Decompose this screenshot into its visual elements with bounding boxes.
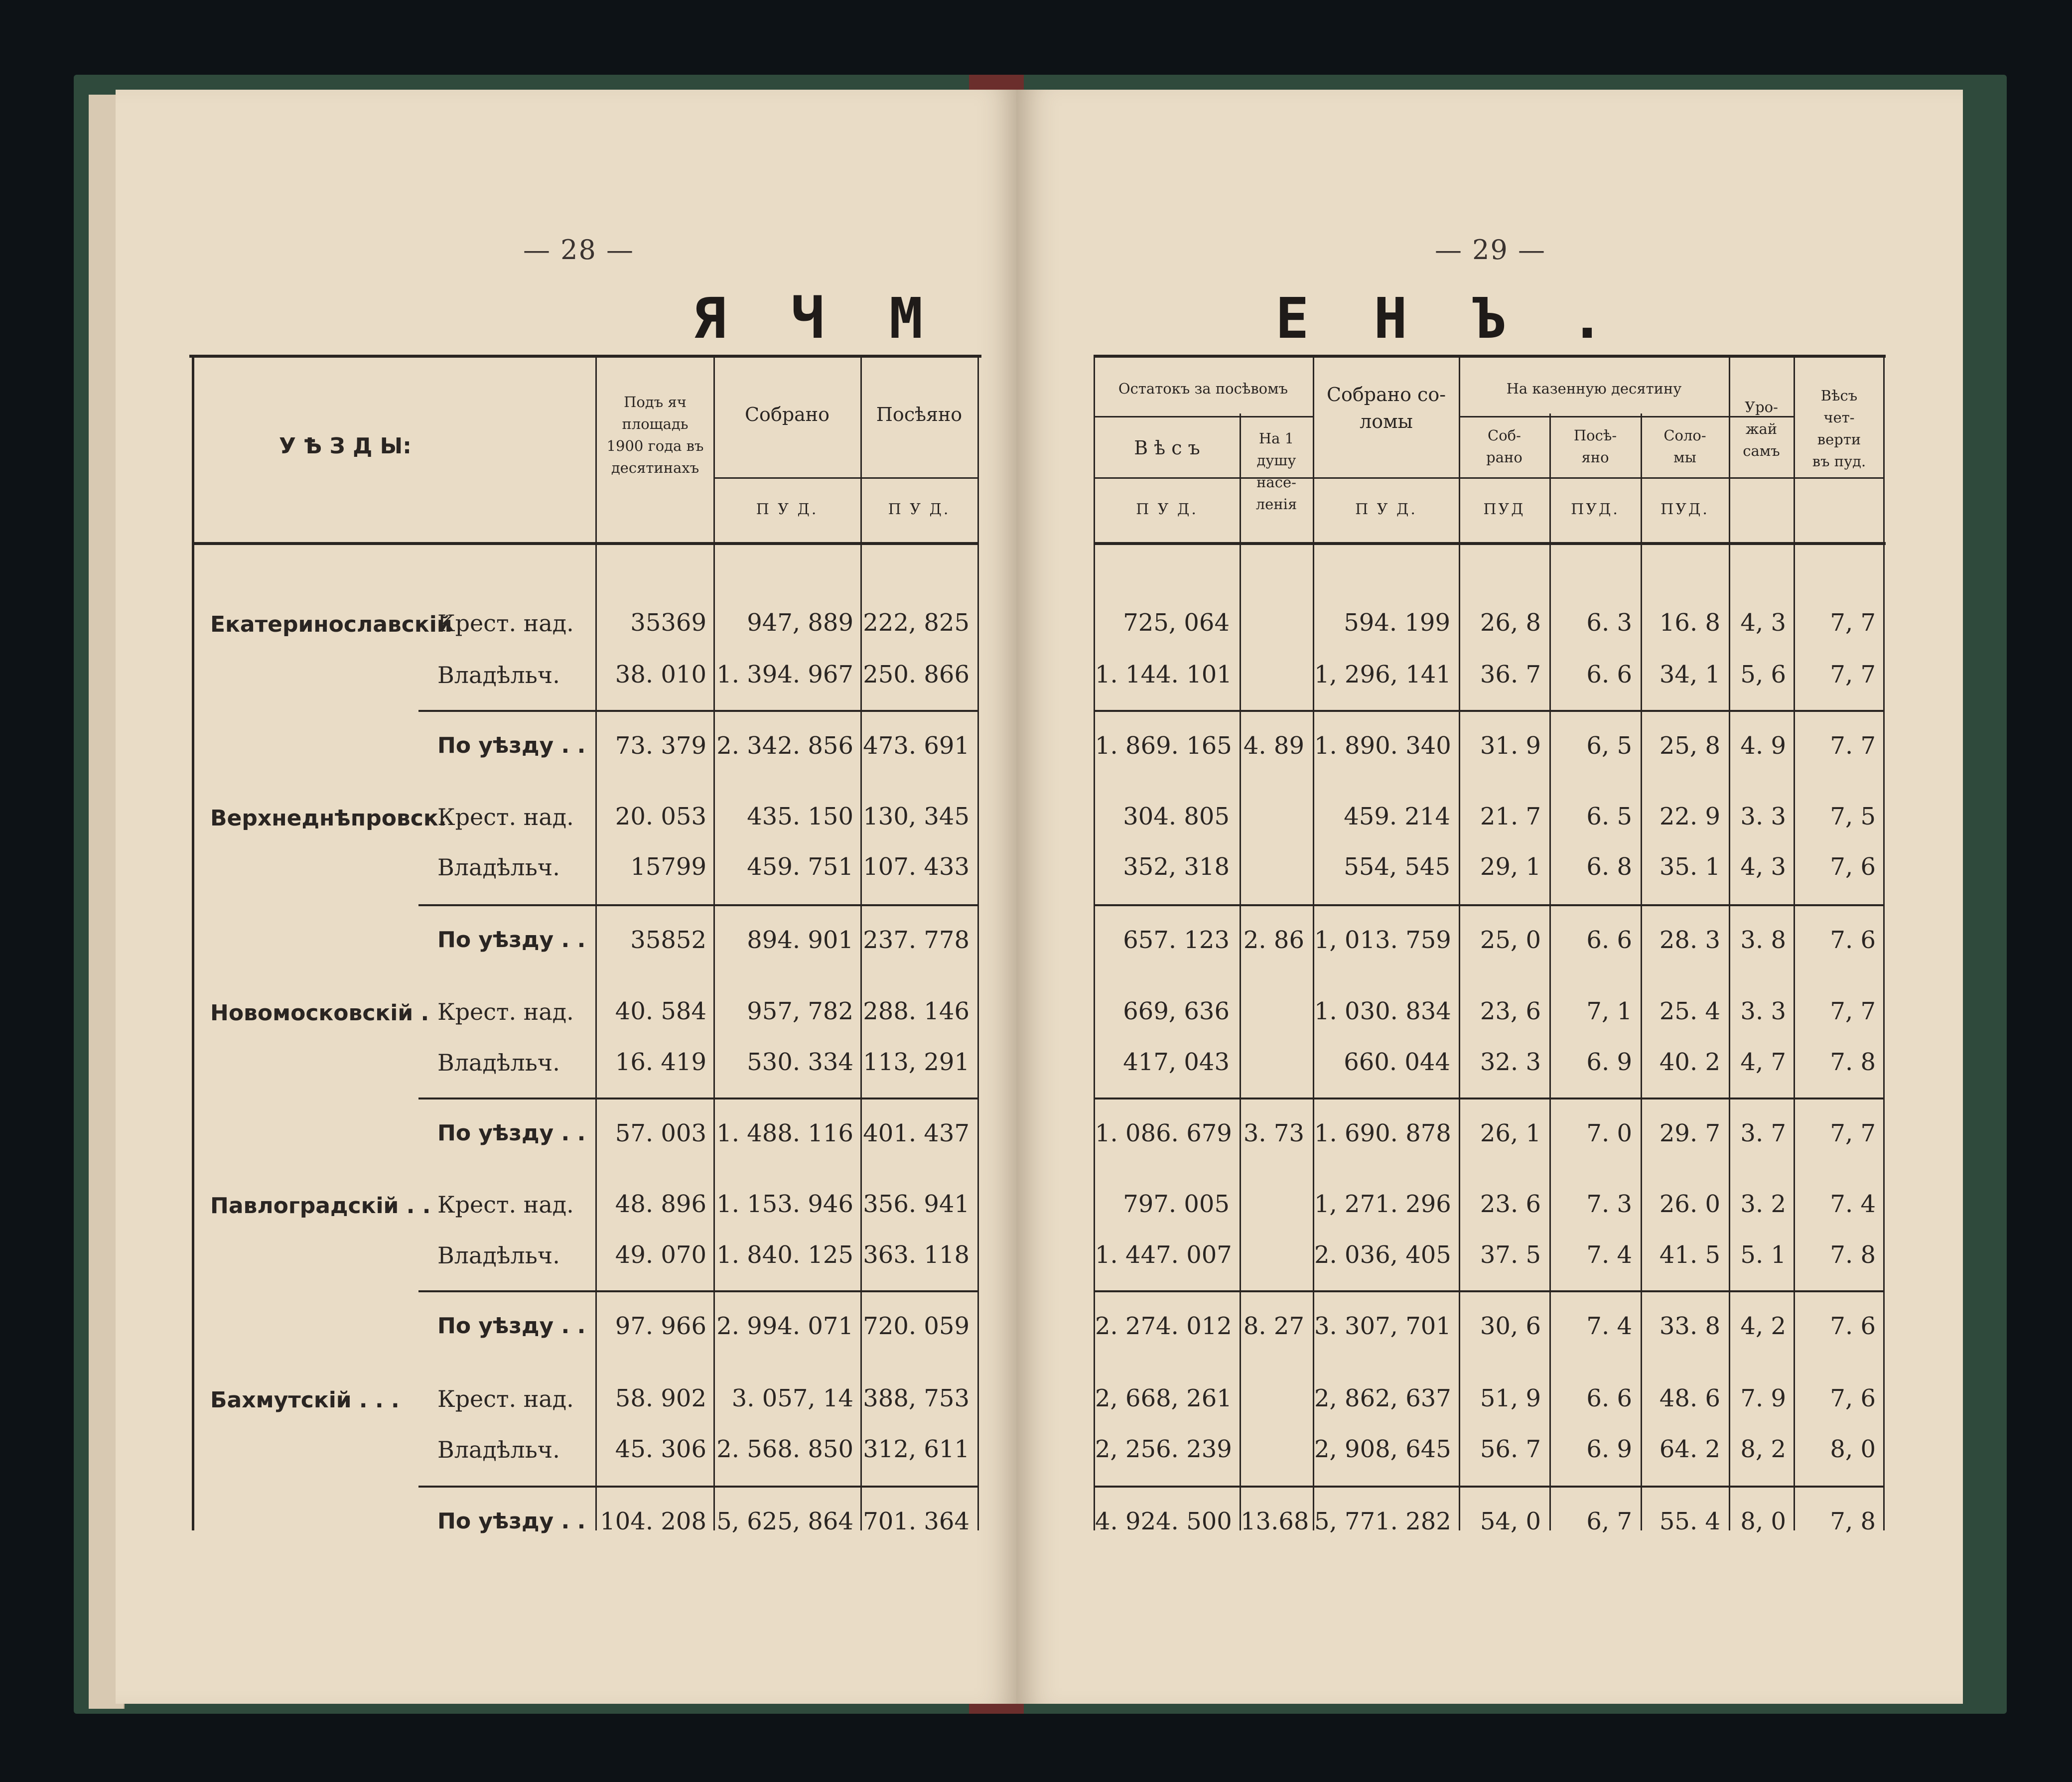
header-yield-line: жай — [1745, 420, 1778, 437]
cell-wq: 7, 5 — [1830, 803, 1876, 830]
cell-yield: 8, 2 — [1740, 1435, 1786, 1463]
table-top-rule-right — [1094, 355, 1886, 358]
cell-collected: 894. 901 — [747, 926, 853, 954]
total-rule-right — [1094, 1486, 1883, 1488]
cell-yield: 3. 7 — [1740, 1119, 1786, 1147]
page-number-right: — 29 — — [1435, 234, 1546, 266]
cell-collected: 2. 994. 071 — [716, 1312, 853, 1340]
cell-sown: 130, 345 — [863, 803, 969, 830]
cell-yield: 7. 9 — [1740, 1384, 1786, 1412]
total-rule-right — [1094, 1290, 1883, 1292]
cell-wq: 7, 8 — [1830, 1508, 1876, 1535]
cell-straw: 3. 307, 701 — [1314, 1312, 1451, 1340]
cell-d_sown: 7. 0 — [1586, 1119, 1632, 1147]
cell-rem: 1. 869. 165 — [1095, 732, 1232, 760]
cell-d_col: 54, 0 — [1480, 1508, 1541, 1535]
cell-yield: 4. 9 — [1740, 732, 1786, 760]
cell-d_straw: 48. 6 — [1659, 1384, 1720, 1412]
cell-d_col: 23, 6 — [1480, 997, 1541, 1025]
header-bottom-rule-right — [1094, 542, 1886, 545]
cell-collected: 530. 334 — [747, 1048, 853, 1076]
cell-percap: 8. 27 — [1243, 1312, 1304, 1340]
cell-collected: 1. 488. 116 — [716, 1119, 853, 1147]
cell-straw: 1. 890. 340 — [1314, 732, 1451, 760]
cell-percap: 3. 73 — [1243, 1119, 1304, 1147]
cell-collected: 5, 625, 864 — [716, 1508, 853, 1535]
unit-rule — [713, 477, 977, 479]
owner-category: Крест. над. — [437, 998, 574, 1025]
owner-category: Владѣльч. — [437, 662, 560, 688]
cell-d_col: 30, 6 — [1480, 1312, 1541, 1340]
cell-wq: 7, 6 — [1830, 1384, 1876, 1412]
cell-d_straw: 33. 8 — [1659, 1312, 1720, 1340]
total-rule — [418, 710, 979, 712]
district-name: Екатеринославскій — [210, 612, 452, 637]
cell-d_sown: 7. 4 — [1586, 1312, 1632, 1340]
cell-yield: 5. 1 — [1740, 1241, 1786, 1269]
cell-area: 104. 208 — [600, 1508, 706, 1535]
total-rule — [418, 904, 979, 906]
cell-d_straw: 35. 1 — [1659, 853, 1720, 881]
cell-collected: 435. 150 — [747, 803, 853, 830]
owner-category: Владѣльч. — [437, 1436, 560, 1463]
cell-d_straw: 22. 9 — [1659, 803, 1720, 830]
cell-yield: 3. 3 — [1740, 997, 1786, 1025]
header-sub-straw — [1643, 424, 1727, 468]
table-top-rule — [189, 355, 981, 358]
cell-d_col: 31. 9 — [1480, 732, 1541, 760]
cell-area: 15799 — [630, 853, 706, 881]
header-sub-straw-line: Соло- — [1663, 427, 1706, 444]
owner-category: Владѣльч. — [437, 1049, 560, 1076]
unit-weight: П У Д. — [1136, 501, 1198, 518]
total-rule-right — [1094, 1097, 1883, 1099]
total-rule — [418, 1290, 979, 1292]
header-area — [598, 391, 712, 479]
cell-straw: 1. 030. 834 — [1314, 997, 1451, 1025]
header-area-line: десятинахъ — [611, 459, 699, 476]
cell-sown: 288. 146 — [863, 997, 969, 1025]
title-right-part: ЕНЪ. — [1275, 286, 1669, 351]
cell-collected: 1. 840. 125 — [716, 1241, 853, 1269]
header-per-capita-line: ленія — [1255, 496, 1297, 513]
cell-d_col: 23. 6 — [1480, 1190, 1541, 1218]
cell-yield: 3. 8 — [1740, 926, 1786, 954]
cell-d_sown: 6, 7 — [1586, 1508, 1632, 1535]
district-total-label: По уѣзду . . — [437, 1120, 586, 1146]
cell-wq: 7, 7 — [1830, 997, 1876, 1025]
cell-d_sown: 6. 6 — [1586, 926, 1632, 954]
cell-wq: 7. 7 — [1830, 732, 1876, 760]
cell-d_sown: 6. 5 — [1586, 803, 1632, 830]
cell-d_straw: 29. 7 — [1659, 1119, 1720, 1147]
header-sub-collected — [1461, 424, 1548, 468]
cell-area: 57. 003 — [615, 1119, 706, 1147]
cell-collected: 2. 342. 856 — [716, 732, 853, 760]
cell-rem: 1. 447. 007 — [1095, 1241, 1232, 1269]
cell-sown: 107. 433 — [863, 853, 969, 881]
cell-d_col: 25, 0 — [1480, 926, 1541, 954]
cell-wq: 7. 8 — [1830, 1048, 1876, 1076]
district-total-label: По уѣзду . . — [437, 1508, 586, 1534]
cell-sown: 237. 778 — [863, 926, 969, 954]
cell-yield: 3. 2 — [1740, 1190, 1786, 1218]
cell-wq: 7, 7 — [1830, 609, 1876, 637]
cell-d_col: 51, 9 — [1480, 1384, 1541, 1412]
cell-area: 73. 379 — [615, 732, 706, 760]
cell-sown: 312, 611 — [863, 1435, 969, 1463]
cell-d_col: 32. 3 — [1480, 1048, 1541, 1076]
header-weight: В ѣ с ъ — [1134, 437, 1200, 459]
cell-d_col: 56. 7 — [1480, 1435, 1541, 1463]
owner-category: Крест. над. — [437, 804, 574, 830]
cell-area: 35369 — [630, 609, 706, 637]
cell-rem: 669, 636 — [1123, 997, 1230, 1025]
cell-area: 45. 306 — [615, 1435, 706, 1463]
cell-d_sown: 6. 9 — [1586, 1048, 1632, 1076]
cell-sown: 250. 866 — [863, 661, 969, 688]
cell-wq: 7, 7 — [1830, 1119, 1876, 1147]
header-per-capita — [1242, 427, 1311, 515]
cell-sown: 473. 691 — [863, 732, 969, 760]
header-area-line: 1900 года въ — [606, 437, 704, 454]
header-yield-line: самъ — [1743, 442, 1780, 459]
district-name: Бахмутскій . . . — [210, 1387, 400, 1413]
cell-straw: 594. 199 — [1344, 609, 1450, 637]
cell-collected: 459. 751 — [747, 853, 853, 881]
cell-d_sown: 7. 3 — [1586, 1190, 1632, 1218]
cell-straw: 2, 862, 637 — [1314, 1384, 1451, 1412]
cell-area: 35852 — [630, 926, 706, 954]
cell-straw: 554, 545 — [1344, 853, 1450, 881]
cell-collected: 2. 568. 850 — [716, 1435, 853, 1463]
cell-d_straw: 25, 8 — [1659, 732, 1720, 760]
cell-rem: 417, 043 — [1123, 1048, 1230, 1076]
header-straw-line: ломы — [1360, 411, 1413, 432]
total-rule-right — [1094, 904, 1883, 906]
owner-category: Крест. над. — [437, 1191, 574, 1218]
cell-sown: 701. 364 — [863, 1508, 969, 1535]
table-left-border — [192, 355, 194, 1530]
cell-rem: 1. 144. 101 — [1095, 661, 1232, 688]
cell-area: 49. 070 — [615, 1241, 706, 1269]
cell-straw: 5, 771. 282 — [1314, 1508, 1451, 1535]
cell-d_straw: 55. 4 — [1659, 1508, 1720, 1535]
cell-straw: 660. 044 — [1344, 1048, 1450, 1076]
cell-d_sown: 7, 1 — [1586, 997, 1632, 1025]
cell-rem: 2. 274. 012 — [1095, 1312, 1232, 1340]
cell-straw: 1, 271. 296 — [1314, 1190, 1451, 1218]
col-sep — [1240, 413, 1241, 1530]
cell-d_straw: 34, 1 — [1659, 661, 1720, 688]
cell-sown: 113, 291 — [863, 1048, 969, 1076]
cell-d_sown: 6. 6 — [1586, 661, 1632, 688]
cell-wq: 7. 8 — [1830, 1241, 1876, 1269]
header-districts: У Ѣ З Д Ы: — [279, 433, 412, 459]
subheader-rule — [1094, 416, 1313, 417]
cell-yield: 4, 2 — [1740, 1312, 1786, 1340]
cell-d_col: 26, 1 — [1480, 1119, 1541, 1147]
cell-straw: 1, 013. 759 — [1314, 926, 1451, 954]
unit-collected: П У Д. — [756, 501, 819, 518]
cell-yield: 8, 0 — [1740, 1508, 1786, 1535]
cell-d_straw: 16. 8 — [1659, 609, 1720, 637]
owner-category: Владѣльч. — [437, 1242, 560, 1269]
cell-d_sown: 6. 3 — [1586, 609, 1632, 637]
cell-rem: 725, 064 — [1123, 609, 1230, 637]
cell-d_straw: 41. 5 — [1659, 1241, 1720, 1269]
header-weight-quarter — [1796, 385, 1883, 472]
cell-wq: 8, 0 — [1830, 1435, 1876, 1463]
header-area-line: площадь — [622, 415, 689, 432]
cell-percap: 2. 86 — [1243, 926, 1304, 954]
cell-straw: 1. 690. 878 — [1314, 1119, 1451, 1147]
cell-wq: 7, 7 — [1830, 661, 1876, 688]
cell-straw: 2, 908, 645 — [1314, 1435, 1451, 1463]
cell-rem: 1. 086. 679 — [1095, 1119, 1232, 1147]
cell-collected: 3. 057, 14 — [731, 1384, 853, 1412]
cell-sown: 720. 059 — [863, 1312, 969, 1340]
header-weight-quarter-line: чет- — [1823, 409, 1855, 426]
header-collected: Собрано — [744, 404, 830, 425]
district-name: Павлоградскій . . — [210, 1193, 431, 1219]
cell-yield: 5, 6 — [1740, 661, 1786, 688]
cell-d_sown: 6. 8 — [1586, 853, 1632, 881]
cell-straw: 2. 036, 405 — [1314, 1241, 1451, 1269]
cell-yield: 4, 3 — [1740, 609, 1786, 637]
header-weight-quarter-line: Вѣсъ — [1820, 387, 1858, 404]
cell-d_sown: 7. 4 — [1586, 1241, 1632, 1269]
header-per-desyatina: На казенную десятину — [1506, 380, 1682, 397]
cell-d_straw: 40. 2 — [1659, 1048, 1720, 1076]
district-total-label: По уѣзду . . — [437, 927, 586, 953]
cell-sown: 222, 825 — [863, 609, 969, 637]
district-name: Верхнеднѣпровск. — [210, 806, 447, 831]
cell-wq: 7, 6 — [1830, 853, 1876, 881]
owner-category: Крест. над. — [437, 1385, 574, 1412]
cell-sown: 388, 753 — [863, 1384, 969, 1412]
cell-percap: 4. 89 — [1243, 732, 1304, 760]
cell-yield: 4, 3 — [1740, 853, 1786, 881]
header-weight-quarter-line: въ пуд. — [1812, 453, 1866, 470]
unit-sub-sown: ПУД. — [1571, 501, 1620, 518]
cell-area: 38. 010 — [615, 661, 706, 688]
district-total-label: По уѣзду . . — [437, 1313, 586, 1339]
total-rule — [418, 1097, 979, 1099]
total-rule-right — [1094, 710, 1883, 712]
cell-area: 97. 966 — [615, 1312, 706, 1340]
cell-rem: 352, 318 — [1123, 853, 1230, 881]
cell-straw: 1, 296, 141 — [1314, 661, 1451, 688]
cell-d_col: 21. 7 — [1480, 803, 1541, 830]
cell-wq: 7. 6 — [1830, 926, 1876, 954]
cell-d_col: 26, 8 — [1480, 609, 1541, 637]
cell-d_straw: 64. 2 — [1659, 1435, 1720, 1463]
cell-rem: 4. 924. 500 — [1095, 1508, 1232, 1535]
unit-sub-collected: ПУД — [1483, 501, 1525, 518]
header-per-capita-line: душу — [1256, 452, 1296, 469]
header-per-capita-line: На 1 — [1258, 430, 1294, 447]
cell-wq: 7. 4 — [1830, 1190, 1876, 1218]
unit-rule — [1094, 477, 1883, 479]
header-sub-sown-line: яно — [1581, 449, 1609, 466]
district-total-label: По уѣзду . . — [437, 733, 586, 758]
cell-area: 40. 584 — [615, 997, 706, 1025]
header-sown: Посѣяно — [876, 404, 963, 425]
header-yield-line: Уро- — [1745, 399, 1778, 415]
cell-d_col: 36. 7 — [1480, 661, 1541, 688]
cell-collected: 957, 782 — [747, 997, 853, 1025]
header-sub-collected-line: Соб- — [1488, 427, 1521, 444]
table-right-border — [1883, 355, 1885, 1530]
header-per-capita-line: насе- — [1256, 474, 1296, 491]
unit-straw: П У Д. — [1355, 501, 1417, 518]
district-name: Новомосковскій . — [210, 1000, 429, 1026]
cell-d_col: 29, 1 — [1480, 853, 1541, 881]
cell-rem: 2, 256. 239 — [1095, 1435, 1232, 1463]
header-sub-sown — [1551, 424, 1639, 468]
unit-sown: П У Д. — [888, 501, 951, 518]
cell-d_straw: 28. 3 — [1659, 926, 1720, 954]
cell-yield: 4, 7 — [1740, 1048, 1786, 1076]
owner-category: Владѣльч. — [437, 854, 560, 881]
cell-d_sown: 6. 6 — [1586, 1384, 1632, 1412]
cell-rem: 304. 805 — [1123, 803, 1230, 830]
header-sub-collected-line: рано — [1486, 449, 1522, 466]
page-number-left: — 28 — — [523, 234, 635, 266]
cell-area: 58. 902 — [615, 1384, 706, 1412]
cell-d_straw: 26. 0 — [1659, 1190, 1720, 1218]
cell-rem: 2, 668, 261 — [1095, 1384, 1232, 1412]
cell-area: 48. 896 — [615, 1190, 706, 1218]
cell-d_straw: 25. 4 — [1659, 997, 1720, 1025]
title-left-part: ЯЧМ — [692, 286, 988, 351]
header-sub-straw-line: мы — [1673, 449, 1696, 466]
cell-rem: 657. 123 — [1123, 926, 1230, 954]
cell-area: 20. 053 — [615, 803, 706, 830]
header-sub-sown-line: Посѣ- — [1573, 427, 1617, 444]
col-sep — [977, 355, 979, 1530]
col-sep — [1641, 413, 1642, 1530]
cell-rem: 797. 005 — [1123, 1190, 1230, 1218]
cell-d_sown: 6, 5 — [1586, 732, 1632, 760]
cell-straw: 459. 214 — [1344, 803, 1450, 830]
owner-category: Крест. над. — [437, 610, 574, 637]
header-straw-line: Собрано со- — [1326, 384, 1446, 406]
cell-collected: 947, 889 — [747, 609, 853, 637]
cell-collected: 1. 394. 967 — [716, 661, 853, 688]
header-yield — [1730, 396, 1793, 462]
cell-sown: 363. 118 — [863, 1241, 969, 1269]
total-rule — [418, 1486, 979, 1488]
cell-d_sown: 6. 9 — [1586, 1435, 1632, 1463]
cell-wq: 7. 6 — [1830, 1312, 1876, 1340]
cell-area: 16. 419 — [615, 1048, 706, 1076]
cell-sown: 401. 437 — [863, 1119, 969, 1147]
cell-d_col: 37. 5 — [1480, 1241, 1541, 1269]
cell-collected: 1. 153. 946 — [716, 1190, 853, 1218]
header-remainder: Остатокъ за посѣвомъ — [1118, 380, 1288, 397]
header-weight-quarter-line: верти — [1817, 431, 1861, 448]
cell-yield: 3. 3 — [1740, 803, 1786, 830]
unit-sub-straw: ПУД. — [1660, 501, 1709, 518]
col-sep — [1549, 413, 1551, 1530]
header-area-line: Подъ яч — [624, 394, 687, 411]
cell-percap: 13.68 — [1241, 1508, 1309, 1535]
header-straw — [1315, 381, 1457, 435]
cell-sown: 356. 941 — [863, 1190, 969, 1218]
